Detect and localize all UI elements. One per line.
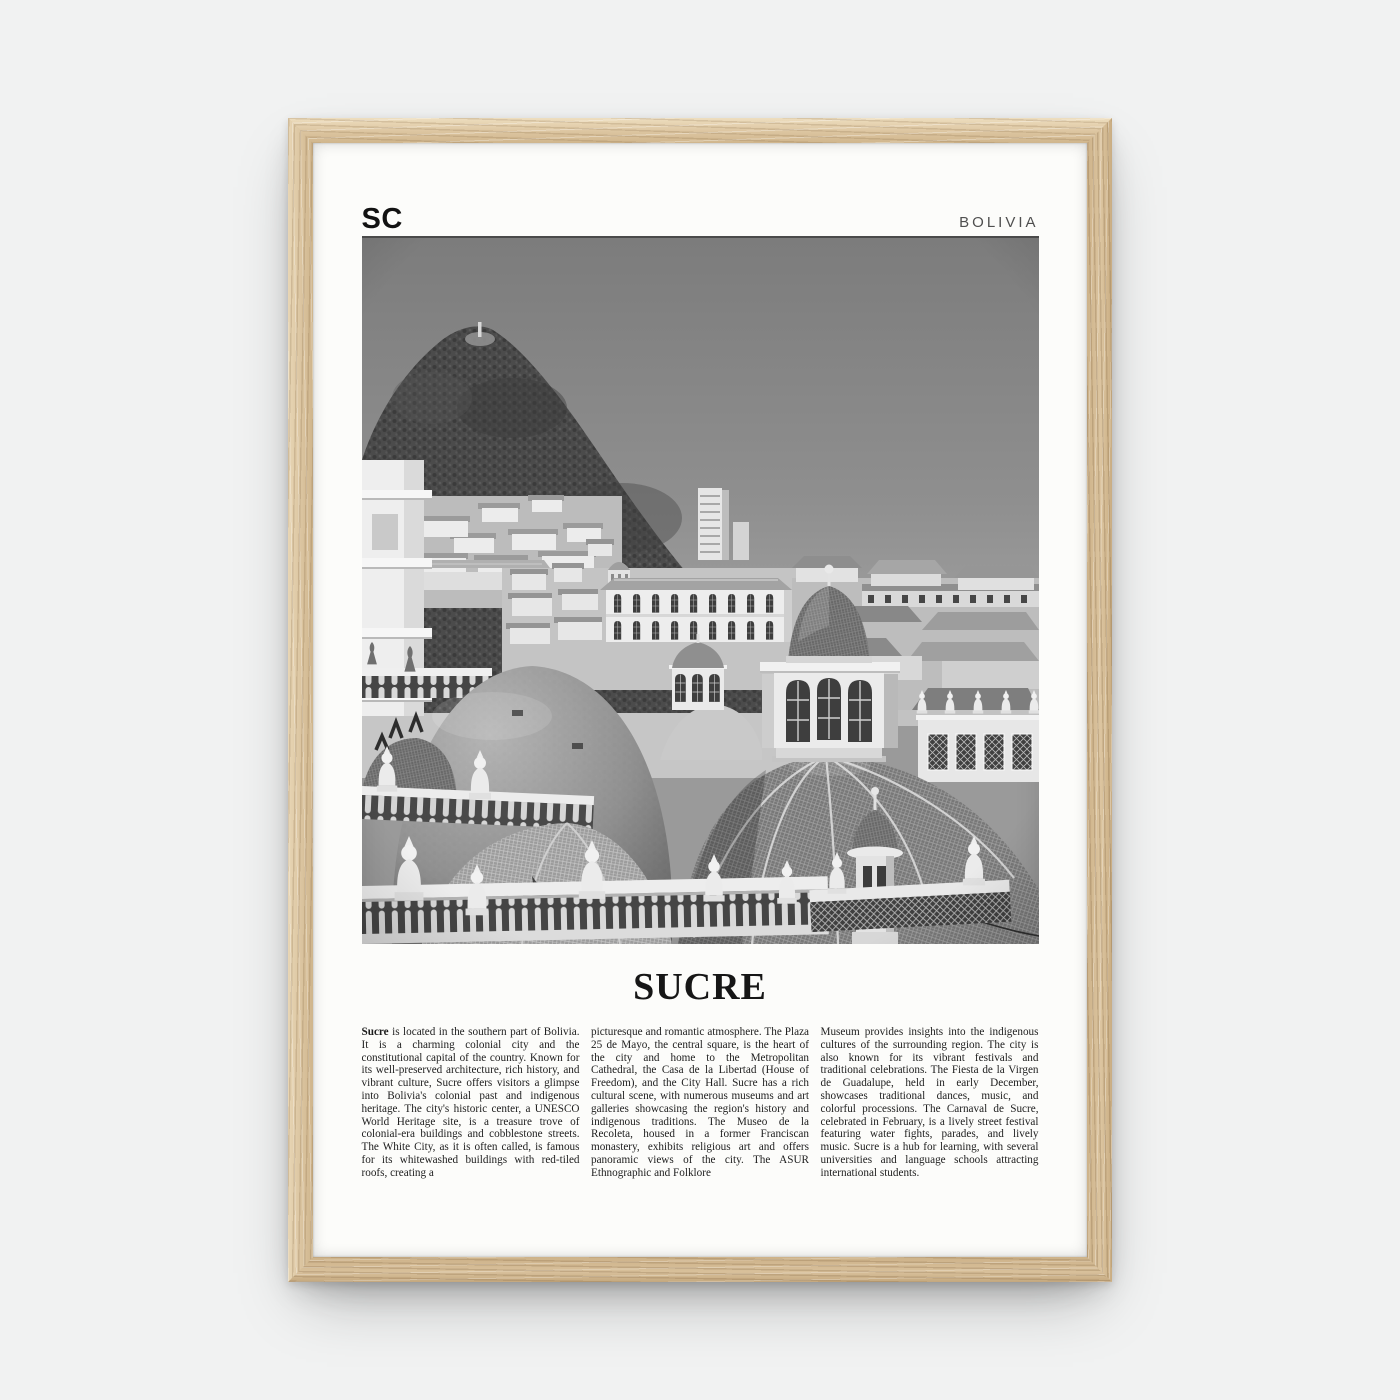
article-column-1 — [362, 1026, 580, 1180]
article-column-2: picturesque and romantic atmosphere. The Plaza 25 de Mayo, the central square, is the heart of the city and home to the Metropolitan Cathedral, the Casa de la Libertad (House of Freedom), and the City Hall. Sucre has a rich cultural scene, with numerous museums and art galleries showcasing the region's history and indigenous traditions. The Museo de la Recoleta, housed in a former Franciscan monastery, exhibits religious art and offers panoramic views of the city. The ASUR Ethnographic and Folklore — [591, 1026, 809, 1179]
country-label: BOLIVIA — [959, 214, 1039, 231]
frame-rail-right — [1087, 118, 1112, 1282]
city-photo-illustration — [362, 238, 1039, 944]
sucre-photo — [362, 236, 1039, 944]
article-text — [362, 1026, 1039, 1180]
poster-title: SUCRE — [633, 966, 767, 1008]
frame-rail-top — [288, 118, 1112, 143]
poster-header — [361, 203, 1039, 235]
city-code-label: SC — [361, 203, 403, 235]
photo-vignette — [362, 238, 1039, 944]
column-1-text: is located in the southern part of Bolivia. It is a charming colonial city and the constitutional capital of the country. Known for its well-preserved architecture, rich history, and vibrant culture, Sucre offers visitors a glimpse into Bolivia's colonial past and indigenous heritage. The city's historic center, a UNESCO World Heritage site, is a treasure trove of colonial-era buildings and cobblestone streets. The White City, as it is often called, is famous for its whitewashed buildings with red-tiled roofs, creating a — [361, 1026, 580, 1179]
poster-content — [362, 143, 1039, 1180]
poster — [313, 143, 1087, 1257]
frame-rail-bottom — [288, 1257, 1112, 1282]
article-column-3: Museum provides insights into the indigenous cultures of the surrounding region. The city is also known for its vibrant festivals and traditional celebrations. The Fiesta de la Virgen de Guadalupe, held in early December, showcases traditional dances, music, and colorful processions. The Carnaval de Sucre, celebrated in February, is a lively street festival featuring water fights, parades, and lively music. Sucre is a hub for learning, with several universities and language schools attracting international students. — [820, 1026, 1039, 1179]
picture-frame — [288, 118, 1112, 1282]
lead-word: Sucre — [361, 1026, 389, 1038]
frame-rail-left — [288, 118, 313, 1282]
